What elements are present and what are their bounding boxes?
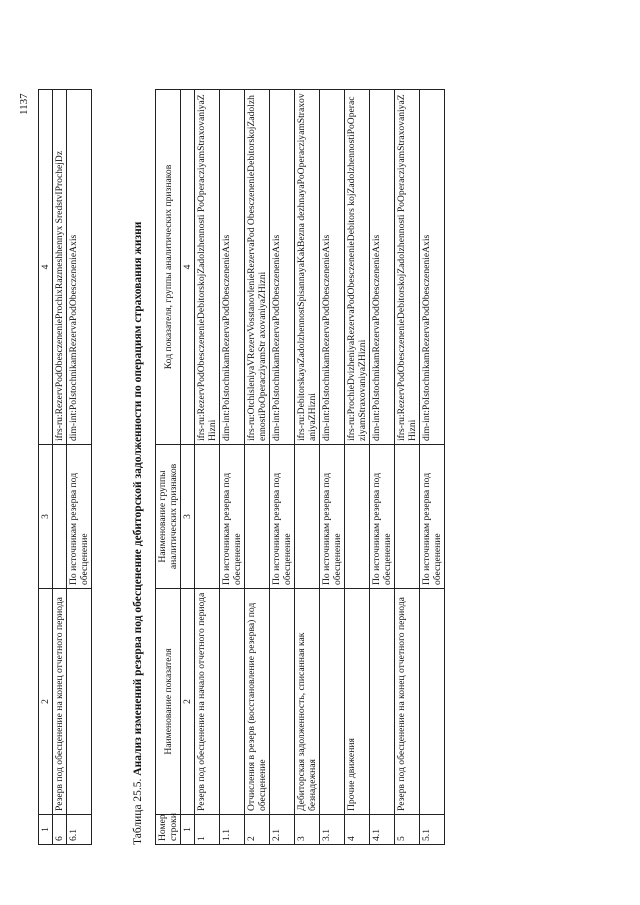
indicator-name [370,589,395,815]
top-table-header-row [39,90,53,845]
table-row [270,90,295,845]
column-number: 4 [181,90,195,445]
indicator-code: ifrs-ru:RezervPodObesczenenieProchixRazmeshhennyx SredstvIProchejDz [53,90,67,445]
column-header: Код показателя, группы аналитических признаков [156,90,181,445]
indicator-name [420,589,445,815]
indicator-name: Дебиторская задолженность, списанная как безнадежная [295,589,320,815]
indicator-name: Отчисления в резерв (восстановление резерва) под обесценение [245,589,270,815]
indicator-code: dim-int:PoIstochnikamRezervaPodObesczenenieAxis [220,90,245,445]
column-header: Наименование показателя [156,589,181,815]
column-number: 3 [39,445,53,589]
column-number: 1 [39,815,53,845]
indicator-name: Прочие движения [345,589,370,815]
row-number: 1.1 [220,815,245,845]
table-row [67,90,92,845]
top-table [38,89,92,845]
group-name: По источникам резерва под обесценение [67,445,92,589]
row-number: 3.1 [320,815,345,845]
table-row [245,90,270,845]
row-number: 4.1 [370,815,395,845]
column-number: 4 [39,90,53,445]
group-name: По источникам резерва под обесценение [220,445,245,589]
table-row [320,90,345,845]
group-name [345,445,370,589]
group-name [53,445,67,589]
indicator-code: ifrs-ru:OtchisleniyaVRezervVosstanovlenieRezervaPod ObesczenenieDebitorskojZadolzhennostiPoOperacziyamStr axovaniyaZHizni [245,90,270,445]
indicator-name: Резерв под обесценение на начало отчетного периода [195,589,220,815]
column-number: 2 [39,589,53,815]
column-number: 1 [181,815,195,845]
row-number: 4 [345,815,370,845]
indicator-code: ifrs-ru:DebitorskayaZadolzhennostSpisannayaKakBezna dezhnayaPoOperacziyamStraxovaniyaZHizni [295,90,320,445]
group-name [295,445,320,589]
row-number: 3 [295,815,320,845]
indicator-code: ifrs-ru:RezervPodObesczenenieDebitorskojZadolzhennosti PoOperacziyamStraxovaniyaZHizni [195,90,220,445]
table-row [220,90,245,845]
table-row [345,90,370,845]
column-number: 3 [181,445,195,589]
main-table [155,89,445,845]
row-number: 2 [245,815,270,845]
row-number: 5 [395,815,420,845]
indicator-code: dim-int:PoIstochnikamRezervaPodObesczenenieAxis [67,90,92,445]
group-name: По источникам резерва под обесценение [420,445,445,589]
table-row [295,90,320,845]
table-row [195,90,220,845]
table-row [53,90,67,845]
row-number: 6.1 [67,815,92,845]
indicator-code: ifrs-ru:ProchieDvizheniyaRezervaPodObesczenenieDebitors kojZadolzhennostiPoOperacziyamStraxovaniyaZHizni [345,90,370,445]
indicator-name [320,589,345,815]
group-name [195,445,220,589]
table-caption-label: Таблица 25.5. [132,778,144,845]
row-number: 5.1 [420,815,445,845]
row-number: 1 [195,815,220,845]
indicator-name [220,589,245,815]
indicator-code: dim-int:PoIstochnikamRezervaPodObesczenenieAxis [420,90,445,445]
group-name: По источникам резерва под обесценение [370,445,395,589]
table-caption-title: Анализ изменений резерва под обесценение дебиторской задолженности по операциям страхования жизни [132,221,144,776]
indicator-name [67,589,92,815]
indicator-code: dim-int:PoIstochnikamRezervaPodObesczenenieAxis [320,90,345,445]
table-row [395,90,420,845]
indicator-code: dim-int:PoIstochnikamRezervaPodObesczenenieAxis [370,90,395,445]
column-header: Номер строки [156,815,181,845]
indicator-code: ifrs-ru:RezervPodObesczenenieDebitorskojZadolzhennosti PoOperacziyamStraxovaniyaZHizni [395,90,420,445]
group-name: По источникам резерва под обесценение [320,445,345,589]
column-number: 2 [181,589,195,815]
group-name [395,445,420,589]
row-number: 6 [53,815,67,845]
page-number: 1137 [18,93,30,115]
indicator-code: dim-int:PoIstochnikamRezervaPodObesczenenieAxis [270,90,295,445]
indicator-name: Резерв под обесценение на конец отчетного периода [53,589,67,815]
group-name [245,445,270,589]
row-number: 2.1 [270,815,295,845]
indicator-name: Резерв под обесценение на конец отчетного периода [395,589,420,815]
column-header: Наименование группы аналитических признаков [156,445,181,589]
table-row [370,90,395,845]
table-row [420,90,445,845]
group-name: По источникам резерва под обесценение [270,445,295,589]
main-table-header-row [156,90,181,845]
indicator-name [270,589,295,815]
table-caption [132,85,144,845]
main-table-number-row [181,90,195,845]
